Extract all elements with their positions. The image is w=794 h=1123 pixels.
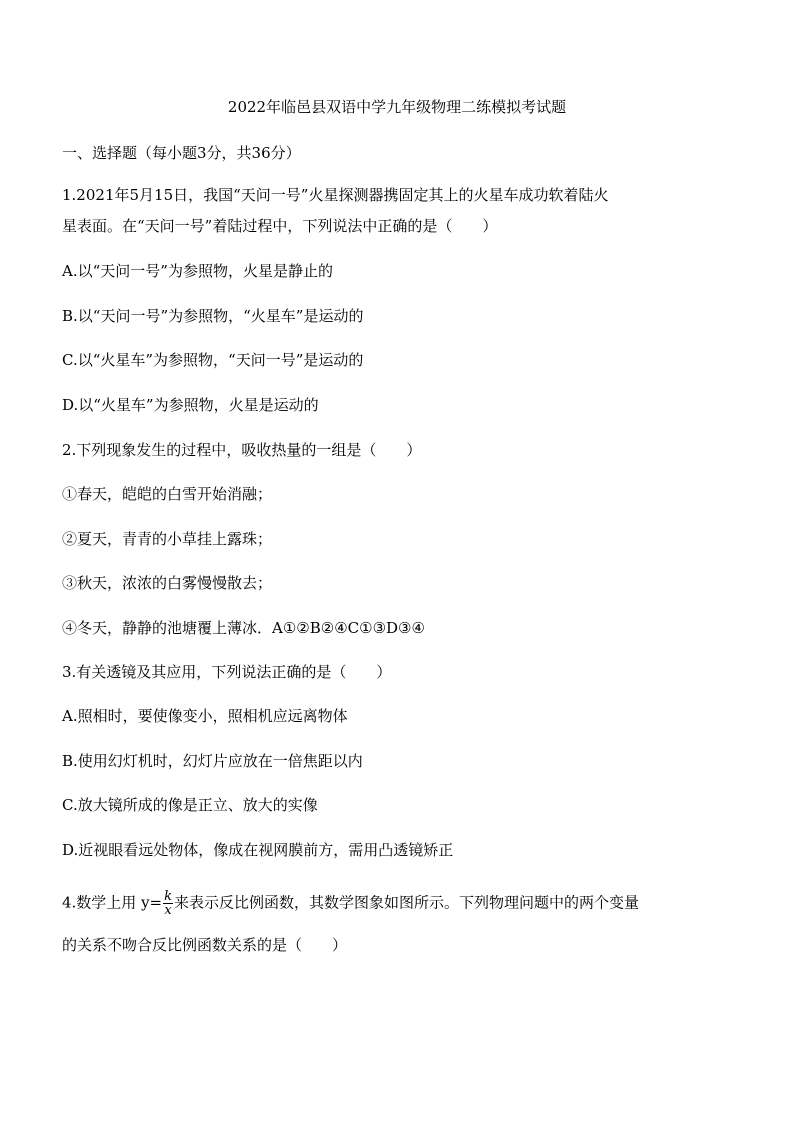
question-1-stem-line-2: 星表面。在“天问一号”着陆过程中，下列说法中正确的是（ ）	[62, 217, 498, 235]
question-3-option-c: C.放大镜所成的像是正立、放大的实像	[62, 796, 318, 814]
question-4-stem-after: 来表示反比例函数，其数学图象如图所示。下列物理问题中的两个变量	[174, 893, 640, 912]
question-3-option-b: B.使用幻灯机时，幻灯片应放在一倍焦距以内	[62, 752, 363, 770]
fraction-numerator: k	[164, 889, 173, 904]
question-2-stem: 2.下列现象发生的过程中，吸收热量的一组是（ ）	[62, 441, 422, 459]
fraction-denominator: x	[164, 903, 172, 918]
question-3-option-d: D.近视眼看远处物体，像成在视网膜前方，需用凸透镜矫正	[62, 841, 454, 859]
question-1-option-a: A.以“天问一号”为参照物，火星是静止的	[62, 262, 333, 280]
question-3-option-a: A.照相时，要使像变小，照相机应远离物体	[62, 707, 348, 725]
question-3-stem: 3.有关透镜及其应用，下列说法正确的是（ ）	[62, 663, 392, 681]
question-1-option-d: D.以“火星车”为参照物，火星是运动的	[62, 396, 319, 414]
question-2-item-4: ④冬天，静静的池塘覆上薄冰．A①②B②④C①③D③④	[62, 619, 425, 637]
inverse-proportion-fraction	[163, 890, 173, 917]
question-2-item-1: ①春天，皑皑的白雪开始消融；	[62, 485, 273, 503]
question-2-item-2: ②夏天，青青的小草挂上露珠；	[62, 530, 273, 548]
question-4-stem-line-1	[62, 890, 639, 917]
question-2-item-3: ③秋天，浓浓的白雾慢慢散去；	[62, 574, 273, 592]
question-4-stem-line-2: 的关系不吻合反比例函数关系的是（ ）	[62, 936, 348, 954]
question-4-stem-before: 4.数学上用 y=	[62, 893, 163, 912]
question-1-option-c: C.以“火星车”为参照物，“天问一号”是运动的	[62, 351, 364, 369]
question-1-option-b: B.以“天问一号”为参照物，“火星车”是运动的	[62, 307, 364, 325]
exam-title: 2022年临邑县双语中学九年级物理二练模拟考试题	[227, 98, 567, 116]
section-heading: 一、选择题（每小题3分，共36分）	[62, 144, 301, 162]
question-1-stem-line-1: 1.2021年5月15日，我国“天问一号”火星探测器携固定其上的火星车成功软着陆火	[62, 186, 609, 204]
